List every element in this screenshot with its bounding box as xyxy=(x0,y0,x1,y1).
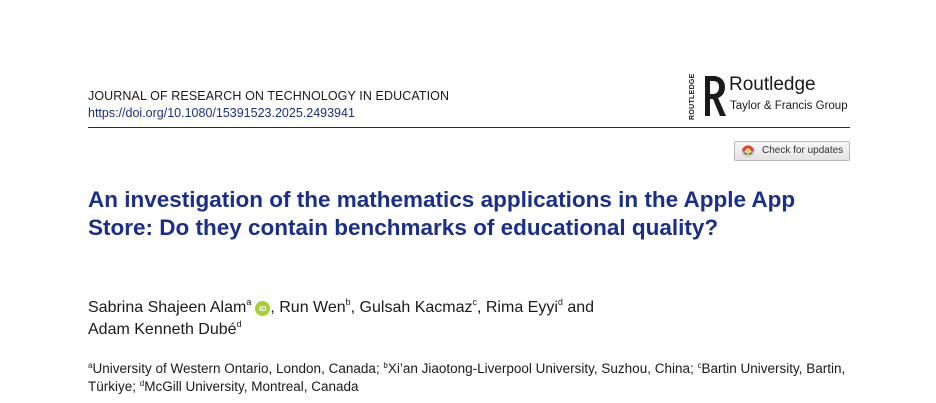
author-separator: and xyxy=(562,299,595,316)
header-rule xyxy=(88,127,850,128)
publisher-subtitle: Taylor & Francis Group xyxy=(730,100,848,112)
author-name: Sabrina Shajeen Alam xyxy=(88,299,247,316)
affiliation-mark: a xyxy=(88,361,93,370)
affiliation-mark: d xyxy=(139,378,145,388)
crossmark-icon xyxy=(740,144,758,159)
author-name: Run Wen xyxy=(279,299,346,316)
affiliation-list xyxy=(88,360,848,395)
affiliation-text: Bartin University, Bartin, Türkiye; xyxy=(88,361,846,394)
affiliation-mark: c xyxy=(697,361,702,370)
author-separator: , xyxy=(270,299,280,316)
affiliation-mark: b xyxy=(383,361,388,370)
publisher-vertical-text: ROUTLEDGE xyxy=(689,73,696,120)
check-for-updates-label: Check for updates xyxy=(762,145,844,156)
affiliation-text: University of Western Ontario, London, Canada; xyxy=(92,361,384,376)
author-name: Adam Kenneth Dubé xyxy=(88,321,237,338)
publisher-name: Routledge xyxy=(729,74,816,95)
author-affiliation-mark: c xyxy=(472,297,477,307)
author-name: Rima Eyyi xyxy=(485,299,558,316)
publisher-logo xyxy=(689,72,859,122)
author-name: Gulsah Kacmaz xyxy=(359,299,473,316)
journal-name: JOURNAL OF RESEARCH ON TECHNOLOGY IN EDUCATION xyxy=(88,89,450,103)
doi-link[interactable]: https://doi.org/10.1080/15391523.2025.2493941 xyxy=(88,106,355,120)
article-title: An investigation of the mathematics applications in the Apple App Store: Do they contain benchmarks of educational quality? xyxy=(88,187,796,240)
author-list xyxy=(88,297,848,341)
author-affiliation-mark: b xyxy=(345,297,351,307)
author-separator: , xyxy=(350,299,360,316)
check-for-updates-button[interactable] xyxy=(734,141,850,161)
author-affiliation-mark: d xyxy=(236,319,242,329)
orcid-icon[interactable]: iD xyxy=(255,301,270,316)
author-separator: , xyxy=(476,299,486,316)
author-affiliation-mark: a xyxy=(246,297,252,307)
routledge-r-icon xyxy=(701,74,727,118)
affiliation-text: Xi’an Jiaotong-Liverpool University, Suzhou, China; xyxy=(387,361,698,376)
author-affiliation-mark: d xyxy=(557,297,563,307)
affiliation-text: McGill University, Montreal, Canada xyxy=(144,378,359,394)
